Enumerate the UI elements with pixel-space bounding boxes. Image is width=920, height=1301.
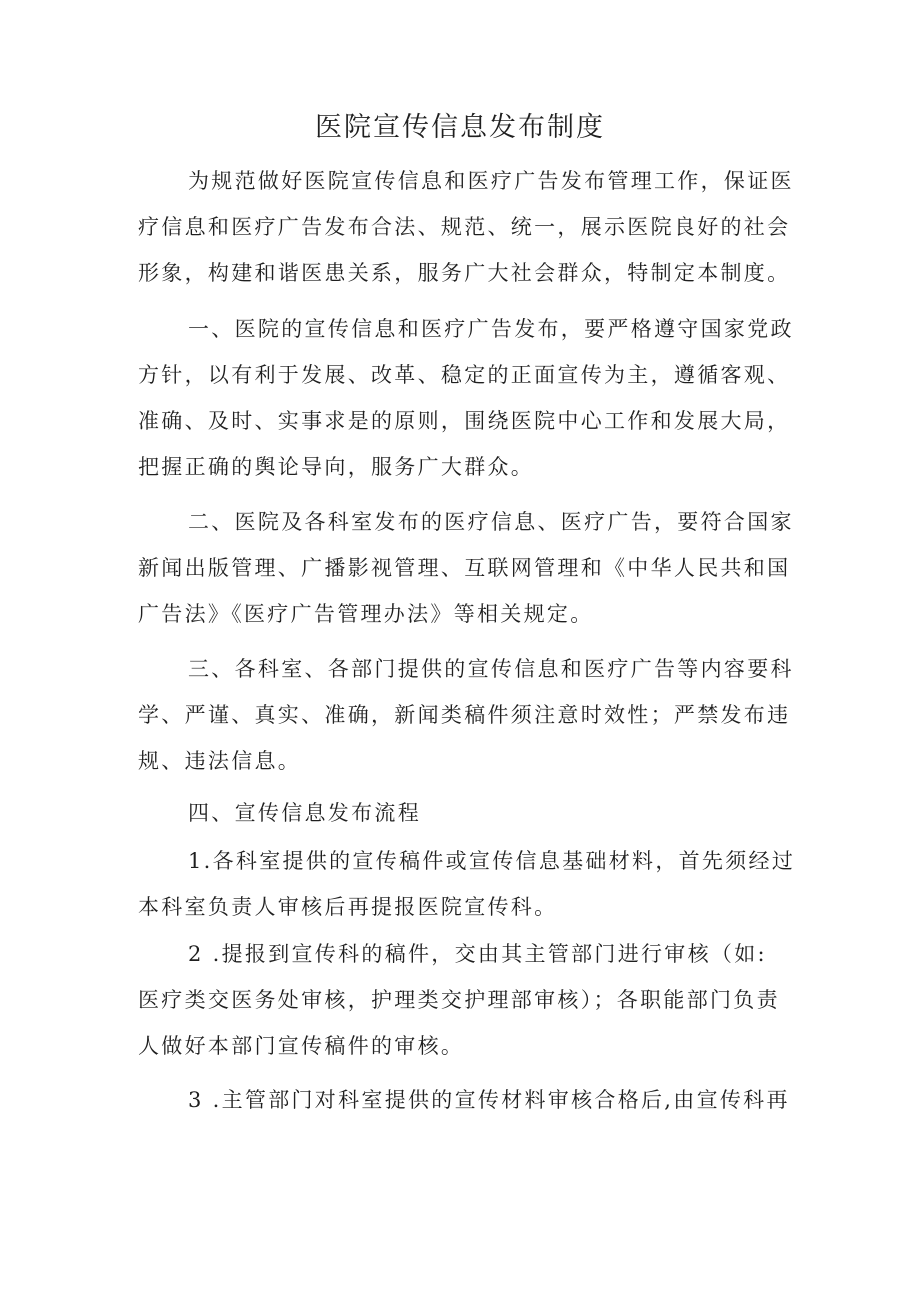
text-line: 准确、及时、实事求是的原则，围绕医院中心工作和发展大局， <box>138 409 791 433</box>
text-line: 学、严谨、真实、准确，新闻类稿件须注意时效性；严禁发布违 <box>138 703 791 727</box>
text-line: 新闻出版管理、广播影视管理、互联网管理和《中华人民共和国 <box>138 556 791 580</box>
paragraph-step-1 <box>138 838 796 930</box>
text-line: 医疗类交医务处审核，护理类交护理部审核）；各职能部门负责 <box>138 988 780 1012</box>
text-line: 二、医院及各科室发布的医疗信息、医疗广告，要符合国家 <box>188 510 794 534</box>
text-line: 本科室负责人审核后再提报医院宣传科。 <box>138 895 558 919</box>
text-line: 三、各科室、各部门提供的宣传信息和医疗广告等内容要科 <box>188 657 794 681</box>
text-line: 3 .主管部门对科室提供的宣传材料审核合格后,由宣传科再 <box>188 1088 790 1112</box>
text-line: 把握正确的舆论导向，服务广大群众。 <box>138 455 535 479</box>
text-line: 人做好本部门宣传稿件的审核。 <box>138 1034 465 1058</box>
document-title: 医院宣传信息发布制度 <box>315 112 605 143</box>
text-line: 1.各科室提供的宣传稿件或宣传信息基础材料，首先须经过 <box>188 849 796 873</box>
text-line: 规、违法信息。 <box>138 749 302 773</box>
text-line: 四、宣传信息发布流程 <box>188 801 421 825</box>
text-line: 2 .提报到宣传科的稿件，交由其主管部门进行审核（如: <box>188 942 767 966</box>
text-line: 形象，构建和谐医患关系，服务广大社会群众，特制定本制度。 <box>138 261 791 285</box>
paragraph-step-2 <box>138 931 790 1069</box>
text-line: 疗信息和医疗广告发布合法、规范、统一，展示医院良好的社会 <box>138 215 791 239</box>
text-line: 为规范做好医院宣传信息和医疗广告发布管理工作，保证医 <box>188 169 794 193</box>
section-4-heading <box>138 790 790 836</box>
paragraph-section-1 <box>138 306 794 490</box>
paragraph-section-2 <box>138 499 794 637</box>
text-line: 方针，以有利于发展、改革、稳定的正面宣传为主，遵循客观、 <box>138 363 791 387</box>
paragraph-step-3 <box>138 1077 790 1123</box>
text-line: 广告法》《医疗广告管理办法》等相关规定。 <box>138 602 594 626</box>
paragraph-intro <box>138 158 794 296</box>
paragraph-section-3 <box>138 646 794 784</box>
text-line: 一、医院的宣传信息和医疗广告发布，要严格遵守国家党政 <box>188 317 794 341</box>
